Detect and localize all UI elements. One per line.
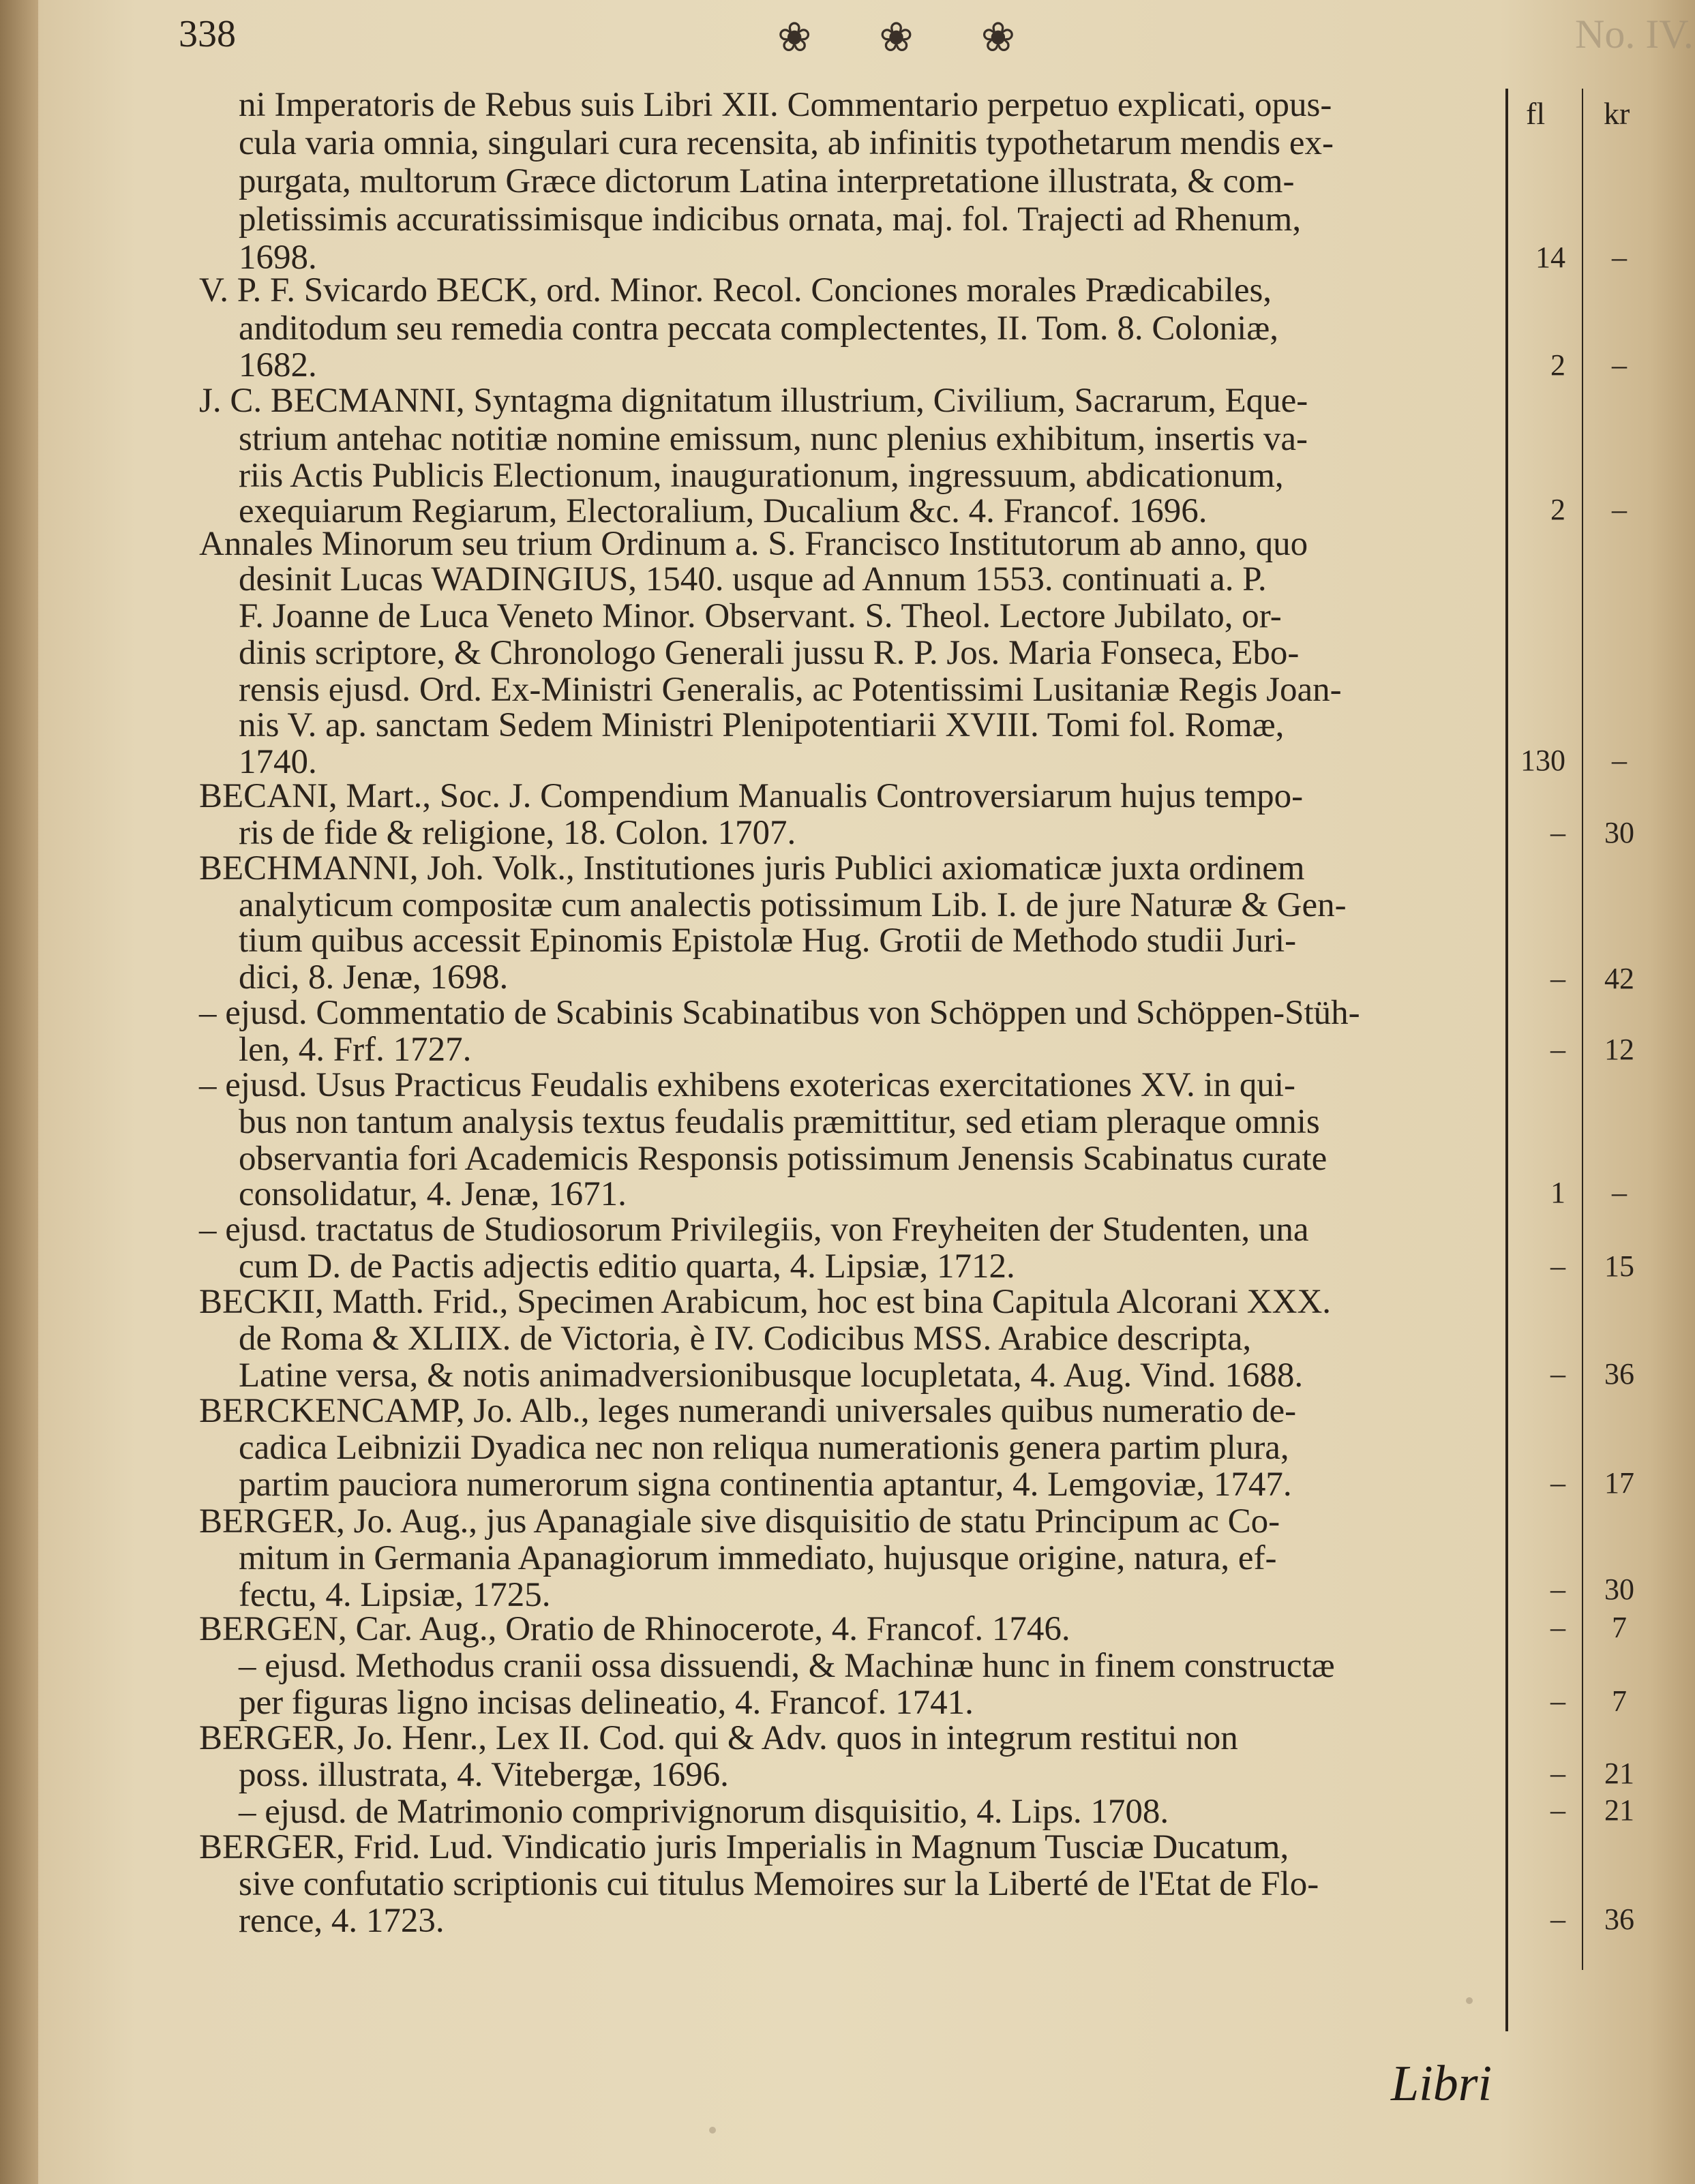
entry-line: cadica Leibnizii Dyadica nec non reliqua numerationis genera partim plura, bbox=[239, 1429, 1289, 1467]
entry-line: anditodum seu remedia contra peccata complectentes, II. Tom. 8. Coloniæ, bbox=[239, 309, 1279, 348]
column-header-kr: kr bbox=[1604, 96, 1630, 131]
price-fl: 14 bbox=[1535, 241, 1565, 274]
entry-line: – ejusd. de Matrimonio comprivignorum disquisitio, 4. Lips. 1708. bbox=[239, 1793, 1169, 1831]
price-fl: – bbox=[1550, 1757, 1565, 1790]
price-fl: – bbox=[1550, 1611, 1565, 1644]
entry-line: tium quibus accessit Epinomis Epistolæ Hug. Grotii de Methodo studii Juri- bbox=[239, 922, 1297, 960]
entry-line: strium antehac notitiæ nomine emissum, nunc plenius exhibitum, insertis va- bbox=[239, 420, 1308, 458]
entry-line: BERGER, Frid. Lud. Vindicatio juris Imperialis in Magnum Tusciæ Ducatum, bbox=[199, 1828, 1289, 1866]
entry-line: per figuras ligno incisas delineatio, 4. Francof. 1741. bbox=[239, 1684, 974, 1722]
price-kr: – bbox=[1612, 241, 1627, 274]
price-kr: 36 bbox=[1604, 1357, 1634, 1391]
entry-line: rensis ejusd. Ord. Ex-Ministri Generalis, ac Potentissimi Lusitaniæ Regis Joan- bbox=[239, 671, 1342, 709]
entry-line: bus non tantum analysis textus feudalis præmittitur, sed etiam pleraque omnis bbox=[239, 1103, 1320, 1141]
price-fl: – bbox=[1550, 1793, 1565, 1827]
entry-line: BERGER, Jo. Aug., jus Apanagiale sive disquisitio de statu Principum ac Co- bbox=[199, 1502, 1280, 1541]
price-fl: – bbox=[1550, 1573, 1565, 1606]
entry-line: 1698. bbox=[239, 239, 317, 277]
entry-line: len, 4. Frf. 1727. bbox=[239, 1031, 472, 1069]
entry-line: rence, 4. 1723. bbox=[239, 1902, 445, 1940]
price-kr: 7 bbox=[1612, 1611, 1627, 1644]
price-kr: 30 bbox=[1604, 1573, 1634, 1606]
catchword: Libri bbox=[1391, 2056, 1492, 2112]
entry-line: BERGEN, Car. Aug., Oratio de Rhinocerote, 4. Francof. 1746. bbox=[199, 1610, 1070, 1648]
entry-line: cum D. de Pactis adjectis editio quarta, 4. Lipsiæ, 1712. bbox=[239, 1247, 1015, 1286]
entry-line: cula varia omnia, singulari cura recensita, ab infinitis typothetarum mendis ex- bbox=[239, 124, 1334, 162]
price-fl: 2 bbox=[1550, 348, 1565, 382]
page-number: 338 bbox=[179, 13, 236, 55]
entry-line: – ejusd. tractatus de Studiosorum Privilegiis, von Freyheiten der Studenten, una bbox=[199, 1211, 1309, 1249]
price-kr: 30 bbox=[1604, 816, 1634, 849]
paper-speck bbox=[709, 2127, 716, 2134]
entry-line: BERGER, Jo. Henr., Lex II. Cod. qui & Adv. quos in integrum restitui non bbox=[199, 1719, 1238, 1757]
running-head-bleed: No. IV. bbox=[1575, 12, 1694, 57]
paper-speck bbox=[1466, 1997, 1473, 2004]
entry-line: BECKII, Matth. Frid., Specimen Arabicum, hoc est bina Capitula Alcorani XXX. bbox=[199, 1283, 1332, 1321]
entry-line: exequiarum Regiarum, Electoralium, Ducalium &c. 4. Francof. 1696. bbox=[239, 492, 1208, 530]
entry-line: riis Actis Publicis Electionum, inaugurationum, ingressuum, abdicationum, bbox=[239, 457, 1284, 495]
price-kr: 12 bbox=[1604, 1033, 1634, 1066]
entry-line: dinis scriptore, & Chronologo Generali jussu R. P. Jos. Maria Fonseca, Ebo- bbox=[239, 634, 1300, 672]
entry-line: partim pauciora numerorum signa continentia aptantur, 4. Lemgoviæ, 1747. bbox=[239, 1466, 1292, 1504]
price-kr: 21 bbox=[1604, 1793, 1634, 1827]
entry-line: poss. illustrata, 4. Vitebergæ, 1696. bbox=[239, 1756, 729, 1794]
entry-line: BECANI, Mart., Soc. J. Compendium Manualis Controversiarum hujus tempo- bbox=[199, 777, 1304, 815]
price-kr: 42 bbox=[1604, 962, 1634, 995]
entry-line: ris de fide & religione, 18. Colon. 1707. bbox=[239, 814, 796, 852]
price-fl: 130 bbox=[1520, 744, 1565, 777]
entry-line: BERCKENCAMP, Jo. Alb., leges numerandi universales quibus numeratio de- bbox=[199, 1392, 1297, 1430]
entry-line: de Roma & XLIIX. de Victoria, è IV. Codicibus MSS. Arabice descripta, bbox=[239, 1320, 1252, 1358]
price-fl: 2 bbox=[1550, 493, 1565, 526]
price-kr: 17 bbox=[1604, 1466, 1634, 1500]
entry-line: ni Imperatoris de Rebus suis Libri XII. Commentario perpetuo explicati, opus- bbox=[239, 86, 1332, 124]
price-kr: 36 bbox=[1604, 1902, 1634, 1936]
price-kr: – bbox=[1612, 348, 1627, 382]
price-kr: 15 bbox=[1604, 1249, 1634, 1283]
entry-line: J. C. BECMANNI, Syntagma dignitatum illustrium, Civilium, Sacrarum, Eque- bbox=[199, 382, 1308, 420]
price-kr: 7 bbox=[1612, 1684, 1627, 1718]
entry-line: Annales Minorum seu trium Ordinum a. S. Francisco Institutorum ab anno, quo bbox=[199, 525, 1308, 563]
price-kr: – bbox=[1612, 1176, 1627, 1209]
entry-line: BECHMANNI, Joh. Volk., Institutiones juris Publici axiomaticæ juxta ordinem bbox=[199, 849, 1305, 888]
entry-line: V. P. F. Svicardo BECK, ord. Minor. Recol. Conciones morales Prædicabiles, bbox=[199, 271, 1272, 309]
entry-line: Latine versa, & notis animadversionibusque locupletata, 4. Aug. Vind. 1688. bbox=[239, 1356, 1304, 1395]
entry-line: mitum in Germania Apanagiorum immediato, hujusque origine, natura, ef- bbox=[239, 1539, 1277, 1577]
price-fl: – bbox=[1550, 1902, 1565, 1936]
entry-line: consolidatur, 4. Jenæ, 1671. bbox=[239, 1175, 627, 1213]
price-kr: – bbox=[1612, 744, 1627, 777]
entry-line: F. Joanne de Luca Veneto Minor. Observant. S. Theol. Lectore Jubilato, or- bbox=[239, 597, 1282, 635]
price-fl: – bbox=[1550, 816, 1565, 849]
entry-line: – ejusd. Commentatio de Scabinis Scabinatibus von Schöppen und Schöppen-Stüh- bbox=[199, 994, 1360, 1032]
entry-line: 1682. bbox=[239, 346, 317, 384]
price-fl: – bbox=[1550, 1684, 1565, 1718]
entry-line: analyticum compositæ cum analectis potissimum Lib. I. de jure Naturæ & Gen- bbox=[239, 886, 1347, 924]
price-fl: – bbox=[1550, 962, 1565, 995]
entry-line: 1740. bbox=[239, 743, 317, 781]
entry-line: desinit Lucas WADINGIUS, 1540. usque ad Annum 1553. continuati a. P. bbox=[239, 560, 1267, 598]
entry-line: nis V. ap. sanctam Sedem Ministri Plenipotentiarii XVIII. Tomi fol. Romæ, bbox=[239, 706, 1285, 744]
price-fl: – bbox=[1550, 1357, 1565, 1391]
price-fl: – bbox=[1550, 1033, 1565, 1066]
price-kr: – bbox=[1612, 493, 1627, 526]
entry-line: observantia fori Academicis Responsis potissimum Jenensis Scabinatus curate bbox=[239, 1140, 1328, 1178]
price-fl: 1 bbox=[1550, 1176, 1565, 1209]
header-ornament: ❀ ❀ ❀ bbox=[777, 14, 1042, 61]
price-column-divider bbox=[1582, 89, 1583, 1970]
entry-line: sive confutatio scriptionis cui titulus Memoires sur la Liberté de l'Etat de Flo- bbox=[239, 1865, 1319, 1903]
entry-line: pletissimis accuratissimisque indicibus ornata, maj. fol. Trajecti ad Rhenum, bbox=[239, 200, 1302, 239]
price-kr: 21 bbox=[1604, 1757, 1634, 1790]
entry-line: – ejusd. Usus Practicus Feudalis exhibens exotericas exercitationes XV. in qui- bbox=[199, 1066, 1296, 1104]
price-fl: – bbox=[1550, 1466, 1565, 1500]
page-gutter bbox=[0, 0, 38, 2184]
entry-line: purgata, multorum Græce dictorum Latina interpretatione illustrata, & com- bbox=[239, 162, 1295, 200]
entry-line: fectu, 4. Lipsiæ, 1725. bbox=[239, 1576, 551, 1614]
price-fl: – bbox=[1550, 1249, 1565, 1283]
column-header-fl: fl bbox=[1526, 96, 1546, 131]
entry-line: dici, 8. Jenæ, 1698. bbox=[239, 958, 509, 997]
entry-line: – ejusd. Methodus cranii ossa dissuendi, & Machinæ hunc in finem constructæ bbox=[239, 1647, 1335, 1685]
